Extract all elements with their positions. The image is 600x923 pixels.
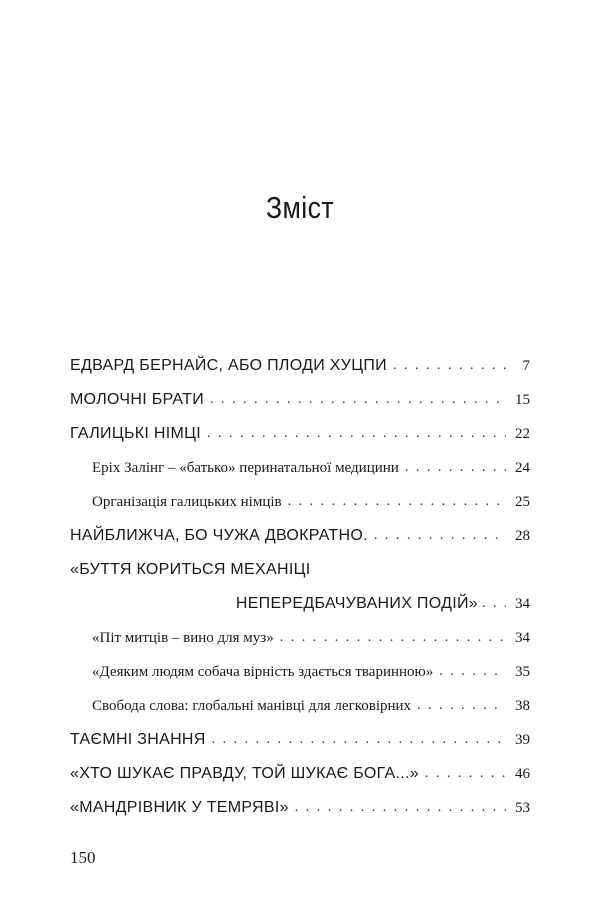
toc-entry [70, 512, 530, 546]
dot-leader [207, 424, 506, 444]
toc-entry [70, 410, 530, 444]
dot-leader [288, 492, 506, 512]
toc-entry-page: 39 [515, 732, 530, 748]
toc-subentry [70, 444, 530, 478]
toc-subentry [70, 648, 530, 682]
toc-entry-page: 15 [515, 392, 530, 408]
toc-entry-page: 22 [515, 426, 530, 442]
toc-entry [70, 750, 530, 784]
toc-subentry [70, 614, 530, 648]
dot-leader [405, 458, 506, 478]
toc-entry-page: 25 [515, 494, 530, 510]
toc-entry-page: 53 [515, 800, 530, 816]
table-of-contents [70, 342, 530, 818]
dot-leader [417, 696, 506, 716]
toc-entry-title: «МАНДРІВНИК У ТЕМРЯВІ» [70, 799, 289, 816]
dot-leader [425, 764, 506, 784]
toc-entry-title: Свобода слова: глобальні манівці для легковірних [92, 698, 412, 714]
toc-entry-title: ТАЄМНІ ЗНАННЯ [70, 731, 206, 748]
toc-entry-title: «ХТО ШУКАЄ ПРАВДУ, ТОЙ ШУКАЄ БОГА...» [70, 765, 419, 782]
toc-entry-title: Організація галицьких німців [92, 494, 282, 510]
toc-entry-title: «Піт митців – вино для муз» [92, 630, 274, 646]
toc-entry [70, 342, 530, 376]
dot-leader [295, 798, 506, 818]
toc-entry-continued [70, 580, 530, 614]
toc-subentry [70, 478, 530, 512]
dot-leader [212, 730, 506, 750]
dot-leader [374, 526, 506, 546]
toc-entry-page: 38 [515, 698, 530, 714]
dot-leader [393, 356, 506, 376]
toc-entry [70, 546, 530, 580]
dot-leader [482, 594, 506, 614]
page-title: Зміст [265, 190, 335, 225]
toc-entry-title: МОЛОЧНІ БРАТИ [70, 391, 204, 408]
toc-entry-page: 7 [522, 358, 530, 374]
dot-leader [280, 628, 506, 648]
toc-entry-title: «Деяким людям собача вірність здається тваринною» [92, 664, 434, 680]
toc-entry-page: 46 [515, 766, 530, 782]
toc-entry [70, 716, 530, 750]
toc-entry-page: 34 [515, 596, 530, 612]
toc-entry-title: ГАЛИЦЬКІ НІМЦІ [70, 425, 201, 442]
toc-entry-page: 28 [515, 528, 530, 544]
toc-entry-title: Еріх Залінг – «батько» перинатальної медицини [92, 460, 399, 476]
toc-entry-page: 24 [515, 460, 530, 476]
toc-entry [70, 784, 530, 818]
toc-entry-title-line2: НЕПЕРЕДБАЧУВАНИХ ПОДІЙ» [235, 595, 478, 612]
toc-entry-title: НАЙБЛИЖЧА, БО ЧУЖА ДВОКРАТНО. [70, 527, 368, 544]
toc-entry-title-line1: «БУТТЯ КОРИТЬСЯ МЕХАНІЦІ [70, 561, 311, 578]
toc-entry-title: ЕДВАРД БЕРНАЙС, АБО ПЛОДИ ХУЦПИ [70, 357, 387, 374]
dot-leader [210, 390, 506, 410]
toc-subentry [70, 682, 530, 716]
toc-entry-page: 34 [515, 630, 530, 646]
page-number: 150 [70, 848, 96, 867]
toc-entry-page: 35 [515, 664, 530, 680]
toc-entry [70, 376, 530, 410]
dot-leader [439, 662, 506, 682]
